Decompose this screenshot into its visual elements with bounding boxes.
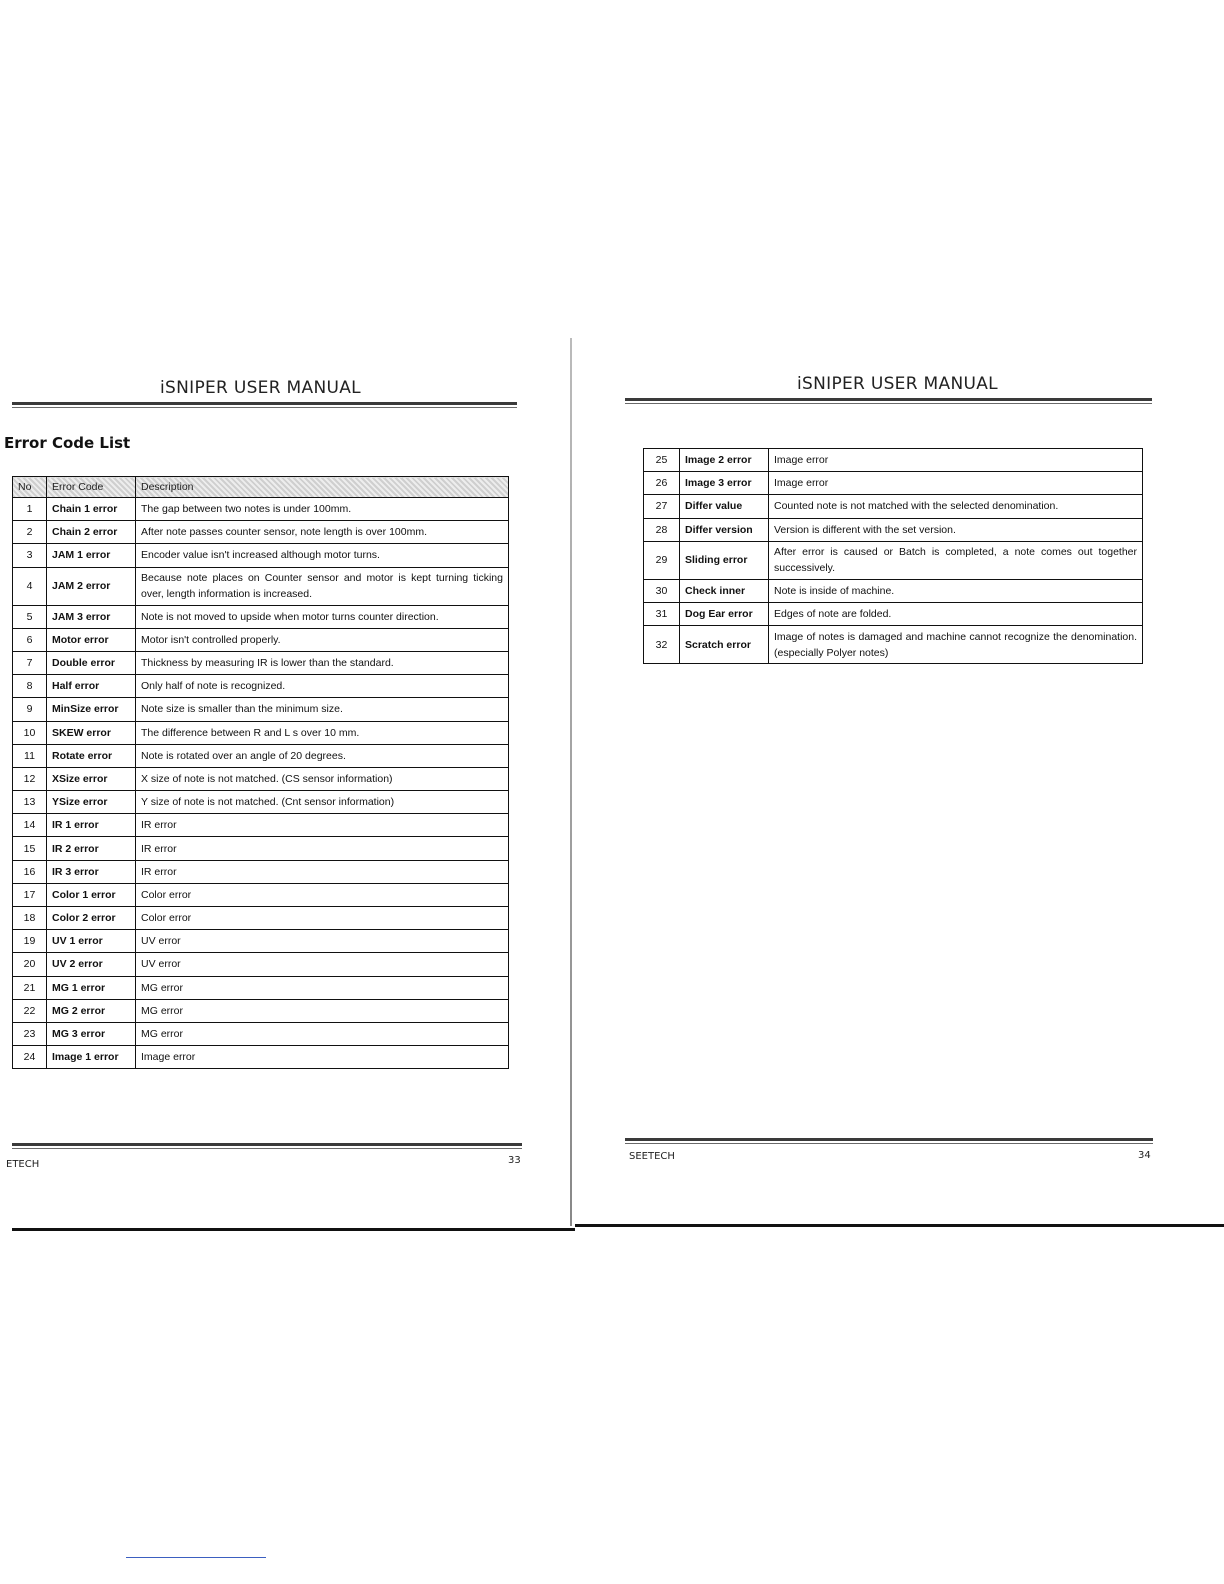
error-number: 15 (13, 837, 47, 860)
table-row (644, 541, 1143, 579)
error-description: Note size is smaller than the minimum size. (136, 698, 509, 721)
column-header-no: No (13, 477, 47, 498)
error-code: Image 3 error (680, 472, 769, 495)
error-number: 11 (13, 744, 47, 767)
error-description: Because note places on Counter sensor and motor is kept turning ticking over, length information is increased. (136, 567, 509, 605)
error-number: 13 (13, 791, 47, 814)
table-row (13, 860, 509, 883)
error-number: 4 (13, 567, 47, 605)
table-header-row (13, 477, 509, 498)
error-code: MinSize error (47, 698, 136, 721)
error-code: Scratch error (680, 626, 769, 664)
table-row (13, 767, 509, 790)
underline-mark (126, 1557, 266, 1558)
error-number: 30 (644, 579, 680, 602)
table-row (13, 814, 509, 837)
error-code: Chain 2 error (47, 521, 136, 544)
error-number: 8 (13, 675, 47, 698)
error-number: 6 (13, 628, 47, 651)
table-row (644, 495, 1143, 518)
error-description: Image error (769, 472, 1143, 495)
error-code-table-right (643, 448, 1143, 664)
right-page (575, 0, 1224, 1584)
error-code: Check inner (680, 579, 769, 602)
error-code: MG 3 error (47, 1022, 136, 1045)
left-page-number: 33 (508, 1155, 521, 1166)
error-number: 17 (13, 883, 47, 906)
error-code: Half error (47, 675, 136, 698)
error-number: 23 (13, 1022, 47, 1045)
error-description: Edges of note are folded. (769, 602, 1143, 625)
error-code: XSize error (47, 767, 136, 790)
error-description: Color error (136, 883, 509, 906)
error-code: Image 1 error (47, 1046, 136, 1069)
right-bottom-edge (575, 1224, 1224, 1227)
error-number: 7 (13, 651, 47, 674)
table-row (13, 907, 509, 930)
error-number: 24 (13, 1046, 47, 1069)
error-number: 5 (13, 605, 47, 628)
column-header-error-code: Error Code (47, 477, 136, 498)
table-row (644, 472, 1143, 495)
right-header-rule (625, 398, 1152, 401)
left-page (0, 0, 575, 1584)
section-title: Error Code List (4, 434, 131, 452)
table-row (13, 953, 509, 976)
error-description: Thickness by measuring IR is lower than the standard. (136, 651, 509, 674)
error-number: 12 (13, 767, 47, 790)
right-footer-brand: SEETECH (629, 1151, 675, 1162)
error-description: Y size of note is not matched. (Cnt sensor information) (136, 791, 509, 814)
error-description: X size of note is not matched. (CS sensor information) (136, 767, 509, 790)
error-description: Only half of note is recognized. (136, 675, 509, 698)
table-row (13, 567, 509, 605)
error-code: JAM 2 error (47, 567, 136, 605)
error-code: Differ value (680, 495, 769, 518)
error-code: Sliding error (680, 541, 769, 579)
table-row (13, 521, 509, 544)
error-code: MG 1 error (47, 976, 136, 999)
table-row (13, 999, 509, 1022)
error-number: 32 (644, 626, 680, 664)
error-number: 10 (13, 721, 47, 744)
table-row (13, 675, 509, 698)
column-header-description: Description (136, 477, 509, 498)
table-row (13, 1046, 509, 1069)
error-code: Differ version (680, 518, 769, 541)
error-number: 28 (644, 518, 680, 541)
error-number: 22 (13, 999, 47, 1022)
error-description: Note is inside of machine. (769, 579, 1143, 602)
error-code: JAM 1 error (47, 544, 136, 567)
error-description: The difference between R and L s over 10 mm. (136, 721, 509, 744)
error-number: 25 (644, 449, 680, 472)
error-code: Chain 1 error (47, 498, 136, 521)
error-number: 26 (644, 472, 680, 495)
error-number: 31 (644, 602, 680, 625)
error-number: 3 (13, 544, 47, 567)
table-row (13, 883, 509, 906)
left-header-title: iSNIPER USER MANUAL (160, 378, 361, 398)
error-description: UV error (136, 953, 509, 976)
table-row (13, 605, 509, 628)
error-description: Counted note is not matched with the selected denomination. (769, 495, 1143, 518)
right-footer-rule-thin (625, 1143, 1153, 1144)
error-code: MG 2 error (47, 999, 136, 1022)
left-header-rule (12, 402, 517, 405)
error-number: 16 (13, 860, 47, 883)
table-row (13, 976, 509, 999)
table-row (13, 498, 509, 521)
error-description: Note is rotated over an angle of 20 degrees. (136, 744, 509, 767)
error-number: 1 (13, 498, 47, 521)
error-description: Encoder value isn't increased although motor turns. (136, 544, 509, 567)
error-code: IR 3 error (47, 860, 136, 883)
table-row (13, 544, 509, 567)
table-row (644, 518, 1143, 541)
error-code: Double error (47, 651, 136, 674)
error-description: Motor isn't controlled properly. (136, 628, 509, 651)
left-footer-rule (12, 1143, 522, 1146)
error-number: 21 (13, 976, 47, 999)
error-description: IR error (136, 860, 509, 883)
table-row (13, 1022, 509, 1045)
error-description: IR error (136, 837, 509, 860)
table-row (644, 626, 1143, 664)
error-code-table-left (12, 476, 509, 1069)
error-number: 14 (13, 814, 47, 837)
error-description: MG error (136, 976, 509, 999)
table-row (13, 744, 509, 767)
error-code: SKEW error (47, 721, 136, 744)
error-description: Note is not moved to upside when motor turns counter direction. (136, 605, 509, 628)
table-row (13, 837, 509, 860)
error-description: After note passes counter sensor, note length is over 100mm. (136, 521, 509, 544)
error-number: 18 (13, 907, 47, 930)
error-description: UV error (136, 930, 509, 953)
error-code: YSize error (47, 791, 136, 814)
error-description: Image error (769, 449, 1143, 472)
error-number: 9 (13, 698, 47, 721)
error-code: JAM 3 error (47, 605, 136, 628)
error-description: MG error (136, 999, 509, 1022)
table-row (13, 698, 509, 721)
error-description: MG error (136, 1022, 509, 1045)
table-row (13, 628, 509, 651)
table-row (13, 651, 509, 674)
table-row (644, 449, 1143, 472)
error-description: Version is different with the set version. (769, 518, 1143, 541)
error-number: 29 (644, 541, 680, 579)
error-code: Dog Ear error (680, 602, 769, 625)
left-bottom-edge (12, 1228, 575, 1231)
error-description: IR error (136, 814, 509, 837)
right-header-rule-thin (625, 403, 1152, 404)
error-number: 2 (13, 521, 47, 544)
error-code: Rotate error (47, 744, 136, 767)
error-description: The gap between two notes is under 100mm. (136, 498, 509, 521)
error-code: Motor error (47, 628, 136, 651)
table-row (13, 930, 509, 953)
table-row (644, 579, 1143, 602)
error-description: Color error (136, 907, 509, 930)
right-page-number: 34 (1138, 1150, 1151, 1161)
error-code: Color 1 error (47, 883, 136, 906)
left-footer-brand: ETECH (6, 1159, 40, 1170)
error-code: Color 2 error (47, 907, 136, 930)
table-row (13, 721, 509, 744)
error-description: After error is caused or Batch is completed, a note comes out together successively. (769, 541, 1143, 579)
error-number: 27 (644, 495, 680, 518)
error-code: Image 2 error (680, 449, 769, 472)
error-code: IR 1 error (47, 814, 136, 837)
right-footer-rule (625, 1138, 1153, 1141)
error-description: Image of notes is damaged and machine cannot recognize the denomination. (especially Polyer notes) (769, 626, 1143, 664)
error-number: 20 (13, 953, 47, 976)
error-code: UV 2 error (47, 953, 136, 976)
error-code: IR 2 error (47, 837, 136, 860)
left-footer-rule-thin (12, 1148, 522, 1149)
error-number: 19 (13, 930, 47, 953)
error-description: Image error (136, 1046, 509, 1069)
error-code: UV 1 error (47, 930, 136, 953)
right-header-title: iSNIPER USER MANUAL (797, 374, 998, 394)
table-row (644, 602, 1143, 625)
left-header-rule-thin (12, 407, 517, 408)
table-row (13, 791, 509, 814)
